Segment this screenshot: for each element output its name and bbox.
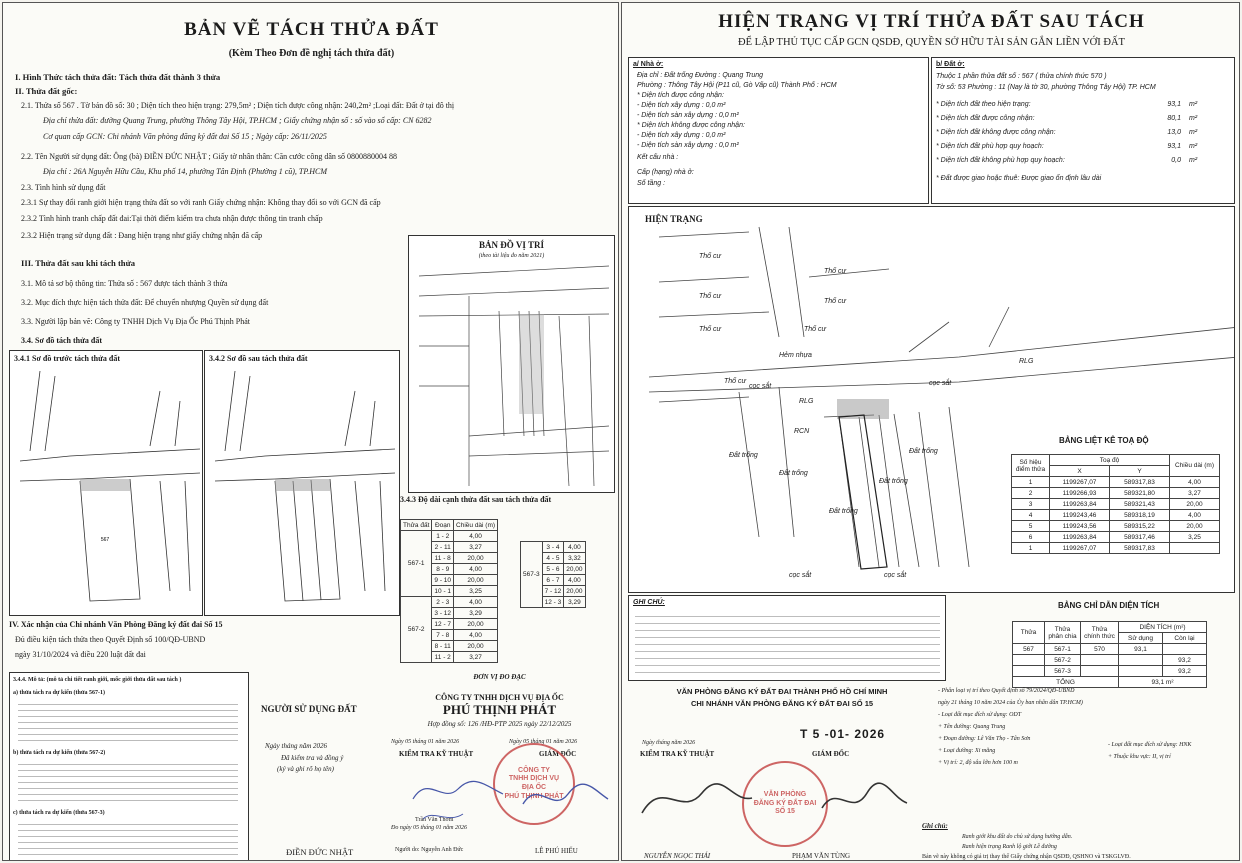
edge-segment: 11 - 2: [432, 652, 454, 663]
section-2: II. Thửa đất gốc:: [15, 86, 78, 96]
description-c-lines: [18, 819, 238, 859]
line-2-1c: Cơ quan cấp GCN: Chi nhánh Văn phòng đăng ký đất đai Số 15 ; Ngày cấp: 26/11/2025: [43, 132, 327, 141]
right-sheet: [621, 2, 1240, 861]
edge-length: 4,00: [564, 575, 585, 586]
edge-length: 4,00: [454, 531, 498, 542]
ghichu-head: GHI CHÚ:: [633, 599, 665, 606]
map-label: RCN: [794, 428, 810, 435]
land-user-note1: Đã kiểm tra và đồng ý: [281, 754, 344, 762]
land-area-row: [936, 142, 1232, 156]
edge-segment: 11 - 8: [432, 553, 454, 564]
house-line-6: * Diện tích không được công nhận:: [637, 122, 745, 129]
coord-row: [1012, 543, 1220, 554]
edge-length: 3,27: [454, 542, 498, 553]
land-user-note2: (ký và ghi rõ họ tên): [277, 765, 334, 773]
survey-kt-label: KIỂM TRA KỸ THUẬT: [399, 750, 474, 758]
edge-length: 3,25: [454, 586, 498, 597]
area-parcel: [1013, 666, 1045, 677]
sketch-before-title: 3.4.1 Sơ đồ trước tách thửa đất: [14, 354, 121, 363]
coord-length: 4,00: [1170, 477, 1220, 488]
edges-table-1: [400, 519, 498, 663]
coord-y: 589321,43: [1110, 499, 1170, 510]
area-split: 567-3: [1045, 666, 1081, 677]
survey-tech-name: Trần Văn Thơm: [415, 817, 454, 823]
right-note-line: + Loại đường: Xi măng: [938, 748, 996, 754]
coord-row: [1012, 488, 1220, 499]
house-line-3: * Diện tích được công nhận:: [637, 92, 724, 99]
land-note-text: * Đất được giao hoặc thuê: Được giao ổn định lâu dài: [936, 175, 1102, 182]
map-label: Đất trống: [879, 478, 908, 485]
right-note-line: + Tên đường: Quang Trung: [938, 724, 1006, 730]
coord-length: 3,27: [1170, 488, 1220, 499]
edge-segment: 2 - 11: [432, 542, 454, 553]
coord-length: 20,00: [1170, 521, 1220, 532]
coord-h-y: Y: [1110, 466, 1170, 477]
office-tech-name: NGUYỄN NGỌC THÁI: [644, 852, 711, 860]
coord-h-len: Chiều dài (m): [1170, 455, 1220, 477]
land-head: b/ Đất ở:: [936, 61, 965, 68]
right-notes-list: [938, 687, 1238, 771]
coord-title: BẢNG LIỆT KÊ TOẠ ĐỘ: [1059, 436, 1149, 445]
edge-length: 4,00: [454, 564, 498, 575]
map-label: Thổ cư: [699, 326, 721, 333]
right-note-line: - Loại đất mục đích sử dụng: ODT: [938, 712, 1022, 718]
sketch-before-split: [9, 350, 203, 616]
coord-row: [1012, 499, 1220, 510]
land-area-label: * Diện tích đất theo hiện trạng:: [936, 101, 1031, 108]
land-note: [936, 174, 1101, 184]
right-note-line: + Đoạn đường: Lê Văn Thọ - Tân Sơn: [938, 736, 1031, 742]
description-b-lines: [18, 759, 238, 805]
edge-row: [401, 531, 498, 542]
coord-point: 1: [1012, 543, 1050, 554]
edge-segment: 12 - 3: [542, 597, 564, 608]
area-split: 567-2: [1045, 655, 1081, 666]
office-signatures: [632, 773, 912, 833]
house-line-10: Cấp (hạng) nhà ở:: [637, 169, 694, 176]
land-user-label: NGƯỜI SỬ DỤNG ĐẤT: [261, 704, 357, 714]
edge-parcel: 567-1: [401, 531, 432, 597]
coord-row: [1012, 510, 1220, 521]
survey-drawn-date: Đo ngày 05 tháng 01 năm 2026: [391, 825, 467, 831]
house-line-1: Địa chỉ : Đất trống Đường : Quang Trung: [637, 72, 764, 79]
coord-length: [1170, 543, 1220, 554]
house-line-7: - Diện tích xây dựng : 0,0 m²: [637, 132, 726, 139]
area-used: [1119, 666, 1163, 677]
right-notes: [938, 687, 1238, 819]
survey-company: CÔNG TY TNHH DỊCH VỤ ĐỊA ỐC: [435, 693, 564, 702]
land-area-value: 13,0: [1167, 129, 1181, 136]
house-line-2: Phường : Thông Tây Hội (P11 cũ, Gò Vấp cũ) Thành Phố : HCM: [637, 82, 837, 89]
sketch-before-drawing: [10, 351, 203, 616]
current-site-map: [628, 206, 1235, 593]
edge-length: 4,00: [564, 542, 585, 553]
land-area-rows: [936, 100, 1232, 170]
survey-head: ĐƠN VỊ ĐO ĐẠC: [473, 673, 526, 681]
coord-length: 20,00: [1170, 499, 1220, 510]
survey-drawer: Người do: Nguyễn Anh Đức: [395, 847, 464, 853]
map-label: Thổ cư: [724, 378, 746, 385]
right-notes-list-2: [1108, 741, 1191, 765]
land-line-2: Tờ số: 53 Phường : 11 (Nay là tờ 30, phường Thông Tây Hội) TP. HCM: [936, 84, 1156, 91]
coord-x: 1199266,93: [1050, 488, 1110, 499]
survey-contract: Hợp đồng số: 126 /HĐ-PTP 2025 ngày 22/12/2025: [427, 720, 572, 728]
land-area-label: * Diện tích đất không được công nhận:: [936, 129, 1056, 136]
edge-segment: 7 - 8: [432, 630, 454, 641]
coord-x: 1199243,46: [1050, 510, 1110, 521]
map-label: Đất trống: [829, 508, 858, 515]
map-label: Thổ cư: [824, 298, 846, 305]
area-h-used: Sử dụng: [1119, 633, 1163, 644]
edge-length: 3,32: [564, 553, 585, 564]
area-parcel: [1013, 655, 1045, 666]
coord-h-x: X: [1050, 466, 1110, 477]
svg-text:567: 567: [100, 537, 110, 543]
location-map-title: BẢN ĐỒ VỊ TRÍ: [479, 240, 544, 250]
map-label: cọc sắt: [749, 383, 772, 390]
land-area-label: * Diện tích đất không phù hợp quy hoạch:: [936, 157, 1065, 164]
coord-table: [1011, 454, 1220, 554]
house-info-box: [628, 57, 929, 204]
map-label: cọc sắt: [929, 380, 952, 387]
edges-title: 3.4.3 Độ dài cạnh thửa đất sau tách thửa đất: [400, 495, 552, 504]
edge-length: 3,29: [564, 597, 585, 608]
area-total-label: TỔNG: [1013, 677, 1119, 688]
line-3-4: 3.4. Sơ đồ tách thửa đất: [21, 336, 103, 345]
area-remain: [1163, 644, 1207, 655]
area-title: BẢNG CHỈ DẪN DIỆN TÍCH: [1058, 601, 1160, 610]
house-line-8: - Diện tích sàn xây dựng : 0,0 m²: [637, 142, 739, 149]
left-sheet: [2, 2, 619, 861]
sketch-after-drawing: [205, 351, 400, 616]
coord-h-xy: Toạ độ: [1050, 455, 1170, 466]
house-line-9: Kết cấu nhà :: [637, 154, 679, 161]
office-line-2: CHI NHÁNH VĂN PHÒNG ĐĂNG KÝ ĐẤT ĐAI SỐ 15: [690, 699, 874, 708]
land-line-1: Thuộc 1 phần thửa đất số : 567 ( thửa chính thức 570 ): [936, 73, 1107, 80]
coord-length: 3,25: [1170, 532, 1220, 543]
description-c: c) thửa tách ra dự kiến (thửa 567-3): [13, 810, 105, 816]
coord-point: 6: [1012, 532, 1050, 543]
area-row: [1013, 644, 1207, 655]
office-director-name: PHẠM VĂN TÙNG: [792, 852, 851, 860]
map-label: Đất trống: [779, 470, 808, 477]
area-h-remain: Còn lại: [1163, 633, 1207, 644]
section-3: III. Thửa đất sau khi tách thửa: [21, 258, 136, 268]
line-2-3-1: 2.3.1 Sự thay đổi ranh giới hiện trạng thửa đất so với ranh Giấy chứng nhận: Không thay đổi so với GCN đã cấp: [21, 198, 381, 207]
coord-y: 589318,19: [1110, 510, 1170, 521]
edge-segment: 3 - 12: [432, 608, 454, 619]
edge-segment: 2 - 3: [432, 597, 454, 608]
coord-y: 589317,83: [1110, 543, 1170, 554]
land-area-row: [936, 114, 1232, 128]
coord-row: [1012, 521, 1220, 532]
edge-row: [401, 597, 498, 608]
survey-date2: Ngày 05 tháng 01 năm 2026: [509, 739, 578, 745]
map-label: cọc sắt: [884, 572, 907, 579]
line-2-1a: 2.1. Thửa số 567 . Tờ bản đồ số: 30 ; Diện tích theo hiện trạng: 279,5m² ; Diện tích được công nhận: 240,2m² ;Loại đất: Đất ở tại đô thị: [21, 101, 455, 110]
land-area-value: 93,1: [1167, 101, 1181, 108]
edge-segment: 6 - 7: [542, 575, 564, 586]
map-label: Thổ cư: [699, 253, 721, 260]
office-date-stamp: T 5 -01- 2026: [800, 727, 886, 741]
land-user-name: ĐIỀN ĐỨC NHẬT: [286, 847, 354, 857]
line-2-3-2: 2.3.2 Tình hình tranh chấp đất đai:Tại thời điểm kiểm tra chưa nhận được thông tin tranh chấp: [21, 214, 323, 223]
house-line-11: Số tầng :: [637, 180, 666, 187]
area-official: 570: [1081, 644, 1119, 655]
area-used: 93,1: [1119, 644, 1163, 655]
map-label: Đất trống: [909, 448, 938, 455]
edges-h-seg: Đoạn: [432, 520, 454, 531]
area-h-official: Thửa chính thức: [1081, 622, 1119, 644]
edge-segment: 1 - 2: [432, 531, 454, 542]
edge-row: [521, 542, 586, 553]
land-area-row: [936, 156, 1232, 170]
legend-line-1: Ranh giới khu đất do chủ sử dụng hướng dẫn.: [962, 834, 1073, 840]
line-2-3-3: 2.3.2 Hiện trạng sử dụng đất : Đang hiện trạng như giấy chứng nhận đã cấp: [21, 231, 263, 240]
area-h-area: DIỆN TÍCH (m²): [1119, 622, 1207, 633]
left-title: BẢN VẼ TÁCH THỬA ĐẤT: [184, 19, 439, 40]
map-label: RLG: [1019, 358, 1034, 365]
survey-director: LÊ PHÚ HIẾU: [535, 847, 578, 855]
map-label: RLG: [799, 398, 814, 405]
land-info-box: [931, 57, 1235, 204]
description-title: 3.4.4. Mô tả: (mô tả chi tiết ranh giới, mốc giới thửa đất sau tách ): [13, 677, 182, 683]
land-user-date: Ngày tháng năm 2026: [265, 742, 328, 750]
house-line-5: - Diện tích sàn xây dựng : 0,0 m²: [637, 112, 739, 119]
coord-y: 589321,80: [1110, 488, 1170, 499]
area-h-parcel: Thửa: [1013, 622, 1045, 644]
right-note-line: ngày 21 tháng 10 năm 2024 của Ủy ban nhân dân TP.HCM): [938, 700, 1083, 706]
line-2-2a: 2.2. Tên Người sử dụng đất: Ông (bà) ĐIỀN ĐỨC NHẬT ; Giấy tờ nhân thân: Căn cước công dân số 0800880004 88: [21, 152, 398, 161]
location-map-subtitle: (theo tài liệu đo năm 2021): [478, 253, 545, 259]
edge-segment: 4 - 5: [542, 553, 564, 564]
description-b: b) thửa tách ra dự kiến (thửa 567-2): [13, 750, 106, 756]
area-row: [1013, 666, 1207, 677]
ghichu-lines: [635, 610, 940, 676]
land-area-unit: m²: [1189, 115, 1198, 122]
land-area-value: 93,1: [1167, 143, 1181, 150]
land-area-unit: m²: [1189, 129, 1198, 136]
area-remain: 93,2: [1163, 666, 1207, 677]
edges-table-2: [520, 541, 586, 608]
edge-parcel: 567-2: [401, 597, 432, 663]
edge-segment: 12 - 7: [432, 619, 454, 630]
area-used: [1119, 655, 1163, 666]
right-note-line: + Thuộc khu vực: II, vị trí: [1108, 754, 1171, 760]
line-2-3: 2.3. Tình hình sử dụng đất: [21, 183, 106, 192]
area-remain: 93,2: [1163, 655, 1207, 666]
ghichu-box: [628, 595, 946, 681]
land-area-row: [936, 128, 1232, 142]
survey-signatures: [403, 766, 613, 829]
coord-x: 1199267,07: [1050, 477, 1110, 488]
coord-y: 589315,22: [1110, 521, 1170, 532]
sketch-after-split: [204, 350, 400, 616]
office-line-1: VĂN PHÒNG ĐĂNG KÝ ĐẤT ĐAI THÀNH PHỐ HỒ CHÍ MINH: [676, 687, 888, 696]
area-h-split: Thửa phân chia: [1045, 622, 1081, 644]
description-box: [9, 672, 249, 861]
edge-length: 20,00: [564, 564, 585, 575]
line-2-1b: Địa chỉ thửa đất: đường Quang Trung, phường Thông Tây Hội, TP.HCM ; Giấy chứng nhận số : số vào sổ cấp: CN 6282: [43, 116, 432, 125]
office-kt-label: KIỂM TRA KỸ THUẬT: [640, 750, 715, 758]
edge-length: 3,29: [454, 608, 498, 619]
map-label: Thổ cư: [824, 268, 846, 275]
edge-segment: 9 - 10: [432, 575, 454, 586]
coord-point: 1: [1012, 477, 1050, 488]
land-area-unit: m²: [1189, 143, 1198, 150]
line-3-2: 3.2. Mục đích thực hiện tách thửa đất: Để chuyển nhượng Quyền sử dụng đất: [21, 298, 269, 307]
coord-h-point: Số hiệu điểm thửa: [1012, 455, 1050, 477]
area-total-value: 93,1 m²: [1119, 677, 1207, 688]
map-label: Thổ cư: [699, 293, 721, 300]
line-3-1: 3.1. Mô tả sơ bộ thông tin: Thửa số : 567 được tách thành 3 thửa: [21, 279, 228, 288]
line-3-3: 3.3. Người lập bản vẽ: Công ty TNHH Dịch Vụ Địa Ốc Phú Thịnh Phát: [21, 317, 250, 326]
right-title: HIỆN TRẠNG VỊ TRÍ THỬA ĐẤT SAU TÁCH: [718, 11, 1145, 32]
edge-parcel: 567-3: [521, 542, 543, 608]
edge-segment: 8 - 11: [432, 641, 454, 652]
coord-x: 1199263,84: [1050, 499, 1110, 510]
edge-length: 20,00: [454, 553, 498, 564]
section-1: I. Hình Thức tách thửa đất: Tách thửa đất thành 3 thửa: [15, 72, 221, 82]
coord-row: [1012, 532, 1220, 543]
description-a-lines: [18, 699, 238, 745]
location-map-drawing: [409, 236, 615, 493]
legend-line-2: Ranh hiện trạng Ranh lộ giới Lề đường: [962, 844, 1057, 850]
land-area-unit: m²: [1189, 101, 1198, 108]
edges-h-len: Chiều dài (m): [454, 520, 498, 531]
edge-length: 20,00: [454, 641, 498, 652]
right-note-line: - Phân loại vị trí theo Quyết định số 79/2024/QĐ-UBND: [938, 688, 1075, 694]
edge-segment: 8 - 9: [432, 564, 454, 575]
line-4b: ngày 31/10/2024 và điều 220 luật đất đai: [15, 650, 146, 659]
legend-head: Ghi chú:: [922, 822, 948, 830]
section-4: IV. Xác nhận của Chi nhánh Văn Phòng Đăng ký đất đai Số 15: [9, 620, 223, 629]
current-site-title: HIỆN TRẠNG: [645, 214, 703, 224]
sketch-after-title: 3.4.2 Sơ đồ sau tách thửa đất: [209, 354, 308, 363]
coord-y: 589317,83: [1110, 477, 1170, 488]
coord-point: 4: [1012, 510, 1050, 521]
coord-row: [1012, 477, 1220, 488]
area-parcel: 567: [1013, 644, 1045, 655]
house-head: a/ Nhà ở:: [633, 61, 664, 68]
location-map: [408, 235, 615, 493]
land-area-value: 0,0: [1171, 157, 1181, 164]
coord-point: 3: [1012, 499, 1050, 510]
edge-length: 20,00: [454, 575, 498, 586]
edge-segment: 5 - 6: [542, 564, 564, 575]
map-label: Hẻm nhựa: [779, 352, 812, 359]
coord-x: 1199263,84: [1050, 532, 1110, 543]
edge-length: 20,00: [564, 586, 585, 597]
line-2-2b: Địa chỉ : 26A Nguyễn Hữu Cầu, Khu phố 14, phường Tân Định (Phường 1 cũ), TP.HCM: [43, 167, 327, 176]
land-area-row: [936, 100, 1232, 114]
right-subtitle: ĐỂ LẬP THỦ TỤC CẤP GCN QSDĐ, QUYỀN SỞ HỮU TÀI SẢN GẮN LIỀN VỚI ĐẤT: [738, 37, 1125, 48]
area-official: [1081, 666, 1119, 677]
coord-point: 2: [1012, 488, 1050, 499]
map-label: cọc sắt: [789, 572, 812, 579]
land-area-label: * Diện tích đất phù hợp quy hoạch:: [936, 143, 1044, 150]
edge-segment: 3 - 4: [542, 542, 564, 553]
edge-length: 3,27: [454, 652, 498, 663]
edge-length: 20,00: [454, 619, 498, 630]
office-stamp-text: VĂN PHÒNG ĐĂNG KÝ ĐẤT ĐAI SỐ 15: [753, 790, 817, 816]
legend-line-3: Bản vẽ này không có giá trị thay thế Giấy chứng nhận QSDĐ, QSHNO và TSKGLVĐ.: [922, 854, 1131, 860]
office-gd-label: GIÁM ĐỐC: [812, 750, 850, 758]
left-subtitle: (Kèm Theo Đơn đề nghị tách thửa đất): [228, 48, 395, 59]
right-note-line: - Loại đất mục đích sử dụng: HNK: [1108, 742, 1192, 748]
area-row: [1013, 655, 1207, 666]
right-note-line: + Vị trí: 2, độ sâu lớn hơn 100 m: [938, 760, 1018, 766]
edges-h-parcel: Thửa đất: [401, 520, 432, 531]
company-stamp-text: CÔNG TY TNHH DỊCH VỤ ĐỊA ỐC PHÚ THỊNH PHÁT: [504, 766, 564, 800]
land-area-value: 80,1: [1167, 115, 1181, 122]
map-label: Thổ cư: [804, 326, 826, 333]
area-table: [1012, 621, 1207, 688]
coord-length: 4,00: [1170, 510, 1220, 521]
office-date-blank: Ngày tháng năm 2026: [642, 740, 696, 746]
area-official: [1081, 655, 1119, 666]
house-line-4: - Diện tích xây dựng : 0,0 m²: [637, 102, 726, 109]
edge-segment: 10 - 1: [432, 586, 454, 597]
description-a: a) thửa tách ra dự kiến (thửa 567-1): [13, 690, 105, 696]
edge-length: 4,00: [454, 630, 498, 641]
land-area-unit: m²: [1189, 157, 1198, 164]
line-4a: Đủ điều kiện tách thửa theo Quyết Định số 100/QĐ-UBND: [15, 635, 206, 644]
edge-length: 4,00: [454, 597, 498, 608]
survey-date1: Ngày 05 tháng 01 năm 2026: [391, 739, 460, 745]
map-label: Đất trống: [729, 452, 758, 459]
land-area-label: * Diện tích đất được công nhận:: [936, 115, 1035, 122]
survey-brand: PHÚ THỊNH PHÁT: [442, 702, 557, 717]
coord-x: 1199243,56: [1050, 521, 1110, 532]
coord-y: 589317,46: [1110, 532, 1170, 543]
coord-x: 1199267,07: [1050, 543, 1110, 554]
coord-point: 5: [1012, 521, 1050, 532]
edge-segment: 7 - 12: [542, 586, 564, 597]
area-split: 567-1: [1045, 644, 1081, 655]
survey-gd-label: GIÁM ĐỐC: [539, 750, 577, 758]
